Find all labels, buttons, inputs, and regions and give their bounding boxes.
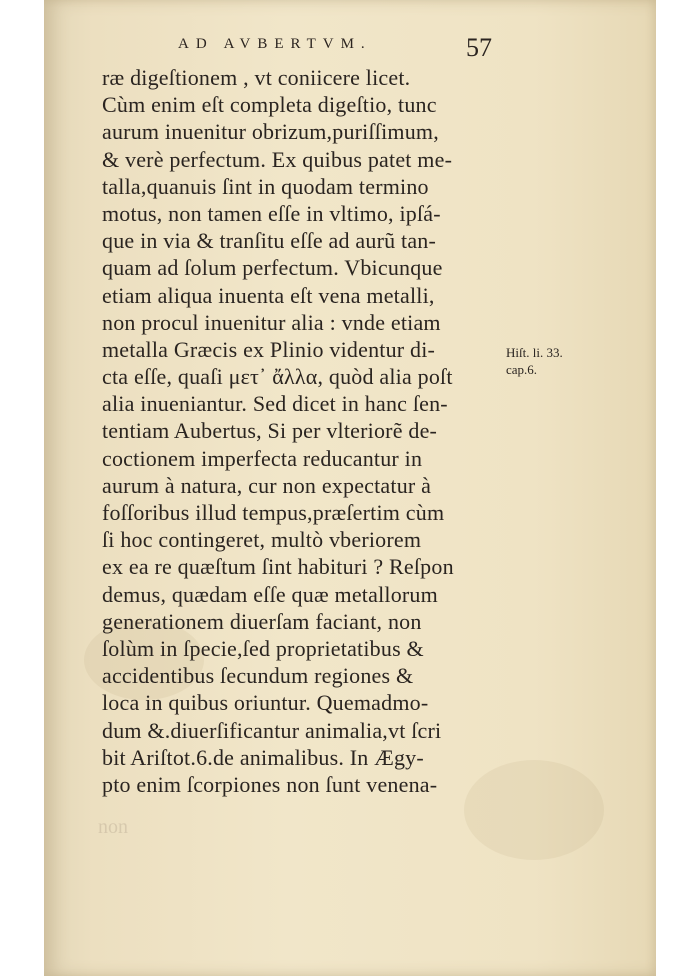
text-line: ſolùm in ſpecie,ſed proprietatibus &	[102, 635, 424, 661]
text-line: cta eſſe, quaſi μετ᾽ ἄλλα, quòd alia poſt	[102, 364, 453, 390]
marginal-note	[506, 344, 563, 378]
left-background	[0, 0, 44, 976]
show-through-text: non	[98, 816, 128, 838]
text-line: accidentibus ſecundum regiones &	[102, 663, 414, 689]
text-line: bit Ariſtot.6.de animalibus. In Ægy-	[102, 744, 424, 770]
text-line: pto enim ſcorpiones non ſunt venena-	[102, 771, 438, 797]
text-line: metalla Græcis ex Plinio videntur di-	[102, 336, 436, 362]
marginal-note-line: Hiſt. li. 33.	[506, 345, 563, 360]
text-line: Cùm enim eſt completa digeſtio, tunc	[102, 92, 437, 118]
text-line: aurum à natura, cur non expectatur à	[102, 472, 432, 498]
text-line: motus, non tamen eſſe in vltimo, ipſá-	[102, 200, 441, 226]
text-line: dum &.diuerſificantur animalia,vt ſcri	[102, 717, 442, 743]
text-line: aurum inuenitur obrizum,puriſſimum,	[102, 119, 439, 145]
text-line: generationem diuerſam faciant, non	[102, 608, 422, 634]
text-line: ſi hoc contingeret, multò vberiorem	[102, 527, 422, 553]
text-line: quam ad ſolum perfectum. Vbicunque	[102, 255, 443, 281]
running-head: AD AVBERTVM.	[178, 36, 372, 52]
text-line: alia inueniantur. Sed dicet in hanc ſen-	[102, 391, 448, 417]
text-line: talla,quanuis ſint in quodam termino	[102, 173, 429, 199]
text-line: non procul inuenitur alia : vnde etiam	[102, 309, 441, 335]
text-line: loca in quibus oriuntur. Quemadmo-	[102, 690, 429, 716]
text-line: foſſoribus illud tempus,præſertim cùm	[102, 500, 445, 525]
marginal-note-line: cap.6.	[506, 362, 538, 377]
text-line: tentiam Aubertus, Si per vlteriorẽ de-	[102, 418, 438, 444]
text-line: ex ea re quæſtum ſint habituri ? Reſpon	[102, 554, 454, 580]
text-line: demus, quædam eſſe quæ metallorum	[102, 581, 438, 607]
text-line: coctionem imperfecta reducantur in	[102, 445, 423, 471]
body-text	[102, 64, 502, 798]
page-number: 57	[466, 33, 492, 62]
text-line: que in via & tranſitu eſſe ad aurũ tan-	[102, 228, 437, 254]
text-line: etiam aliqua inuenta eſt vena metalli,	[102, 282, 435, 308]
text-line: ræ digeſtionem , vt coniicere licet.	[102, 65, 411, 90]
text-line: & verè perfectum. Ex quibus patet me-	[102, 146, 453, 172]
right-background	[656, 0, 690, 976]
